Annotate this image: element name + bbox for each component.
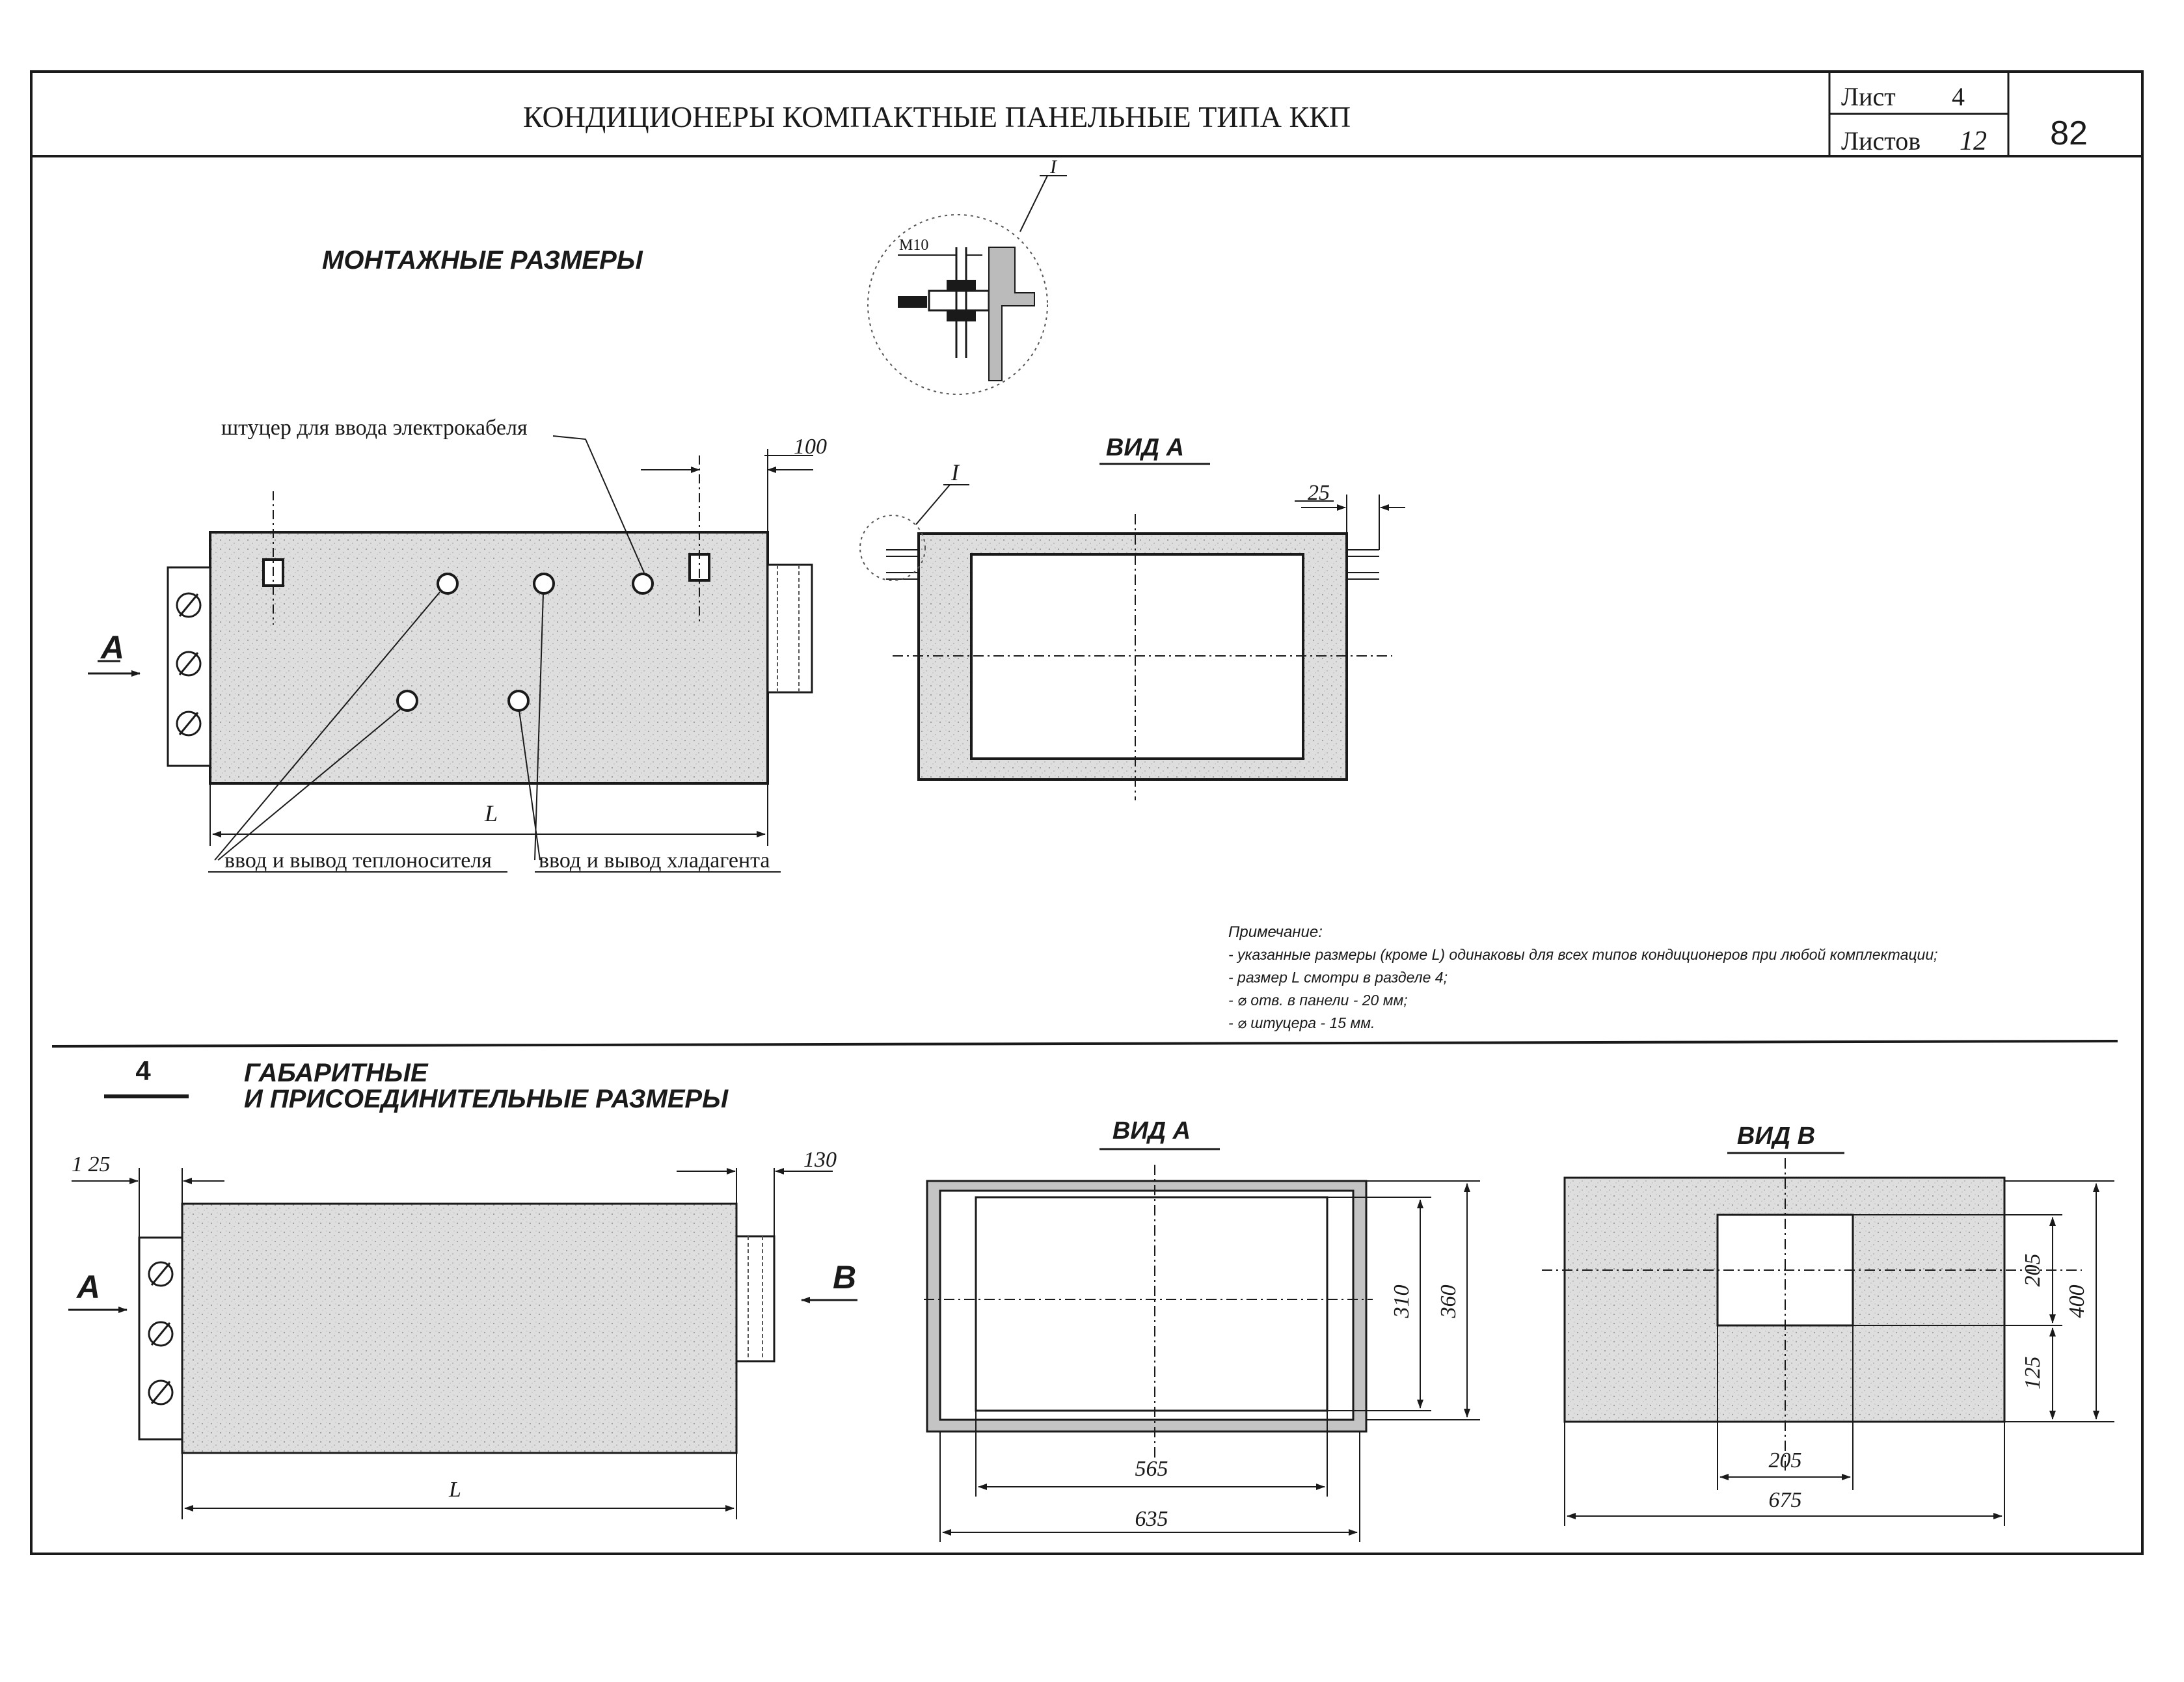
document-title: КОНДИЦИОНЕРЫ КОМПАКТНЫЕ ПАНЕЛЬНЫЕ ТИПА ККП: [522, 100, 1351, 133]
dim-l-mounting-label: L: [485, 800, 498, 826]
section-title-line2: И ПРИСОЕДИНИТЕЛЬНЫЕ РАЗМЕРЫ: [244, 1085, 729, 1113]
page-number: 82: [2050, 115, 2088, 152]
view-a-mounting-title: ВИД А: [1105, 434, 1185, 461]
overall-arrow-b-label: B: [833, 1259, 857, 1295]
sheets-total: 12: [1960, 126, 1987, 156]
dim-400-label: 400: [2065, 1284, 2089, 1318]
unit-overall: [139, 1204, 774, 1453]
refrigerant-label: ввод и вывод хладагента: [539, 848, 770, 873]
note-line: - указанные размеры (кроме L) одинаковы для всех типов кондиционеров при любой комплектации;: [1228, 946, 1938, 963]
dim-130-label: 130: [803, 1148, 837, 1172]
dim-310-label: 310: [1390, 1284, 1414, 1318]
note-line: - ⌀ отв. в панели - 20 мм;: [1228, 992, 1408, 1009]
view-b: [1542, 1158, 2114, 1526]
dim-125-vertical-label: 125: [2021, 1356, 2045, 1390]
detail-mark: I: [1050, 156, 1057, 178]
dim-675-label: 675: [1768, 1488, 1802, 1512]
bolt-label: M10: [899, 237, 929, 254]
coolant-label: ввод и вывод теплоносителя: [224, 848, 492, 873]
dim-125-label: 1 25: [72, 1152, 111, 1176]
section-divider: [52, 1041, 2118, 1046]
view-a-detail-mark: I: [951, 459, 959, 485]
dim-205-vertical-label: 205: [2021, 1253, 2045, 1287]
unit-mounting: [168, 455, 812, 783]
notes-title: Примечание:: [1228, 923, 1323, 941]
view-b-title: ВИД В: [1736, 1122, 1816, 1150]
view-a-mounting: [860, 459, 1405, 800]
dim-635-label: 635: [1135, 1507, 1168, 1531]
dim-565-label: 565: [1135, 1457, 1168, 1481]
dim-100-label: 100: [794, 435, 827, 459]
sheets-label: Листов: [1841, 126, 1921, 156]
detail-i: [868, 156, 1067, 394]
dim-205-horizontal-label: 205: [1768, 1448, 1802, 1472]
note-line: - размер L смотри в разделе 4;: [1228, 969, 1448, 986]
overall-arrow-a-label: A: [77, 1269, 101, 1305]
sheet-label: Лист: [1841, 82, 1896, 111]
dim-100: [641, 449, 813, 532]
note-line: - ⌀ штуцера - 15 мм.: [1228, 1014, 1375, 1031]
cable-inlet-label: штуцер для ввода электрокабеля: [221, 416, 528, 440]
dim-25-label: 25: [1308, 481, 1330, 505]
dim-l-overall-label: L: [449, 1478, 461, 1502]
mounting-title: МОНТАЖНЫЕ РАЗМЕРЫ: [322, 246, 643, 275]
view-a-overall: [924, 1165, 1480, 1542]
dim-360-label: 360: [1436, 1284, 1461, 1318]
section-title-line1: ГАБАРИТНЫЕ: [244, 1059, 428, 1087]
section-number: 4: [135, 1055, 151, 1086]
view-a-title: ВИД А: [1112, 1117, 1191, 1145]
notes: [1228, 923, 1938, 1031]
sheet-number: 4: [1952, 82, 1965, 111]
view-arrow-a-label: A: [101, 629, 125, 666]
